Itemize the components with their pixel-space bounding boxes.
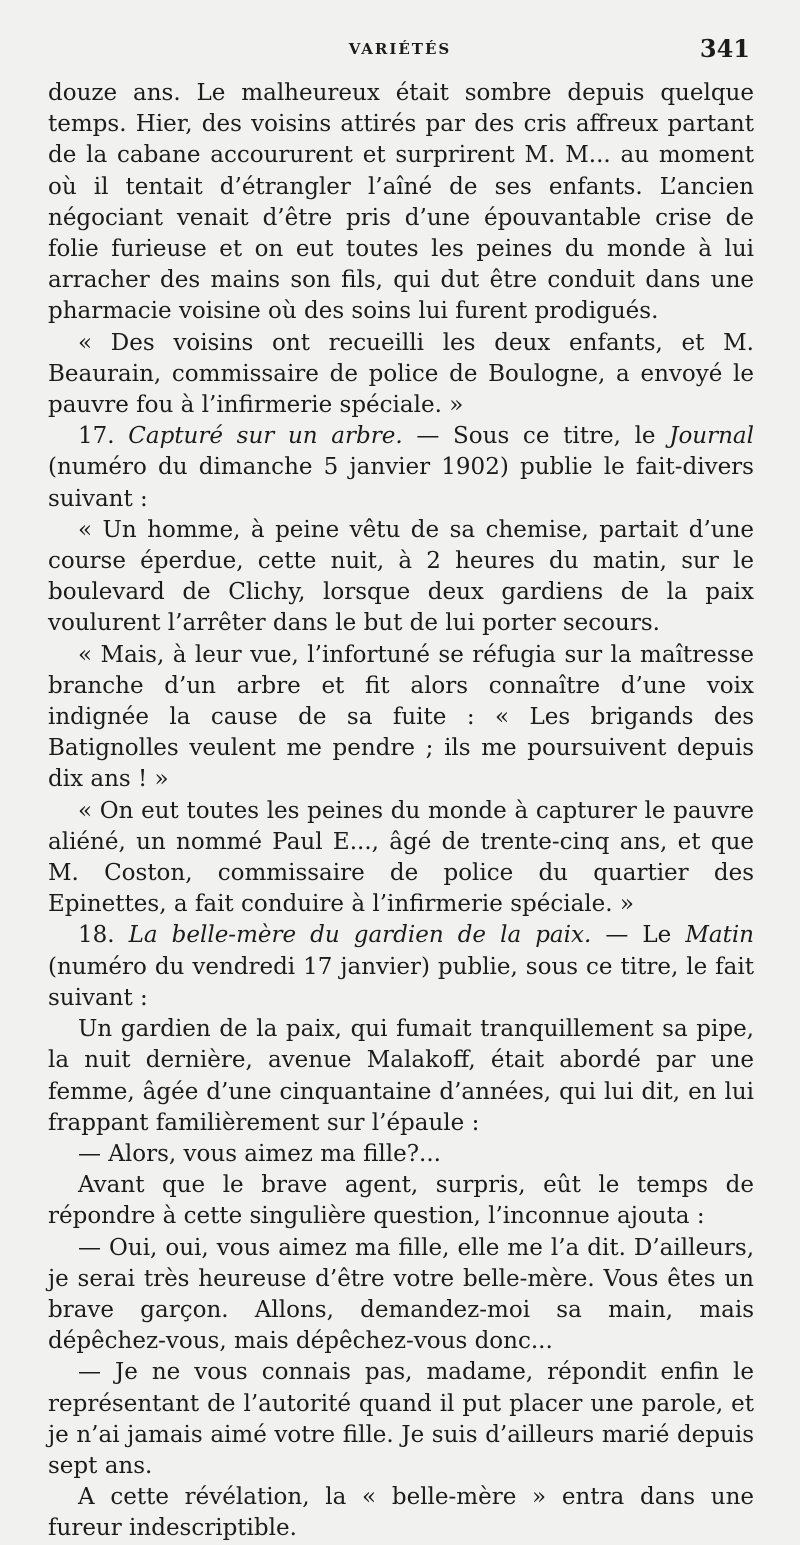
- page-number: 341: [699, 34, 750, 63]
- text-segment: « On eut toutes les peines du monde à capturer le pauvre aliéné, un nommé Paul E..., âgé de trente-cinq ans, et que M. Coston, commissaire de police du quartier des Epinettes, a fait conduire à l’infirmerie spéciale. »: [48, 797, 754, 918]
- text-segment: — Oui, oui, vous aimez ma fille, elle me l’a dit. D’ailleurs, je serai très heureuse d’être votre belle-mère. Vous êtes un brave garçon. Allons, demandez-moi sa main, mais dépêchez-vous, mais dépêchez-vous donc...: [48, 1234, 754, 1355]
- italic-text: Capturé sur un arbre.: [128, 423, 403, 450]
- paragraph: [48, 796, 754, 921]
- text-segment: — Je ne vous connais pas, madame, répondit enfin le représentant de l’autorité quand il put placer une parole, et je n’ai jamais aimé votre fille. Je suis d’ailleurs marié depuis sept ans.: [48, 1359, 754, 1479]
- text-segment: (numéro du dimanche 5 janvier 1902) publie le fait-divers suivant :: [48, 454, 754, 512]
- page-header: [48, 34, 752, 70]
- text-segment: — Le: [591, 922, 686, 949]
- italic-text: Journal: [669, 423, 754, 450]
- italic-text: La belle-mère du gardien de la paix.: [128, 922, 592, 949]
- paragraph: [48, 421, 754, 515]
- paragraph: [48, 78, 754, 328]
- paragraph: [48, 1357, 754, 1482]
- text-segment: A cette révélation, la « belle-mère » entra dans une fureur indescriptible.: [48, 1484, 754, 1542]
- text-segment: — Alors, vous aimez ma fille?...: [78, 1140, 441, 1167]
- text-segment: « Mais, à leur vue, l’infortuné se réfugia sur la maîtresse branche d’un arbre et fit alors connaître d’une voix indignée la cause de sa fuite : « Les brigands des Batignolles veulent me pendre ; ils me poursuivent depuis dix ans ! »: [48, 641, 754, 793]
- paragraph: [48, 920, 754, 1014]
- text-segment: (numéro du vendredi 17 janvier) publie, sous ce titre, le fait suivant :: [48, 953, 754, 1011]
- paragraph: [48, 1170, 754, 1232]
- paragraph: [48, 1233, 754, 1358]
- text-segment: — Sous ce titre, le: [402, 423, 670, 450]
- italic-text: Matin: [685, 922, 754, 949]
- paragraph: [48, 1139, 754, 1170]
- paragraph: [48, 1014, 754, 1139]
- paragraph: [48, 328, 754, 422]
- text-segment: 18.: [78, 922, 129, 949]
- paragraph: [48, 1482, 754, 1544]
- body-text: [48, 78, 754, 1545]
- paragraph: [48, 640, 754, 796]
- text-segment: « Des voisins ont recueilli les deux enfants, et M. Beaurain, commissaire de police de Boulogne, a envoyé le pauvre fou à l’infirmerie spéciale. »: [48, 329, 754, 419]
- text-segment: Un gardien de la paix, qui fumait tranquillement sa pipe, la nuit dernière, avenue Malakoff, était abordé par une femme, âgée d’une cinquantaine d’années, qui lui dit, en lui frappant familièrement sur l’épaule :: [48, 1016, 754, 1136]
- paragraph: [48, 515, 754, 640]
- running-head: VARIÉTÉS: [348, 40, 452, 58]
- text-segment: « Un homme, à peine vêtu de sa chemise, partait d’une course éperdue, cette nuit, à 2 heures du matin, sur le boulevard de Clichy, lorsque deux gardiens de la paix voulurent l’arrêter dans le but de lui porter secours.: [48, 516, 754, 637]
- text-segment: douze ans. Le malheureux était sombre depuis quelque temps. Hier, des voisins attirés par des cris affreux partant de la cabane accoururent et surprirent M. M... au moment où il tentait d’étrangler l’aîné de ses enfants. L’ancien négociant venait d’être pris d’une épouvantable crise de folie furieuse et on eut toutes les peines du monde à lui arracher des mains son fils, qui dut être conduit dans une pharmacie voisine où des soins lui furent prodigués.: [48, 80, 754, 325]
- text-segment: 17.: [78, 423, 129, 450]
- text-segment: Avant que le brave agent, surpris, eût le temps de répondre à cette singulière question, l’inconnue ajouta :: [48, 1172, 754, 1230]
